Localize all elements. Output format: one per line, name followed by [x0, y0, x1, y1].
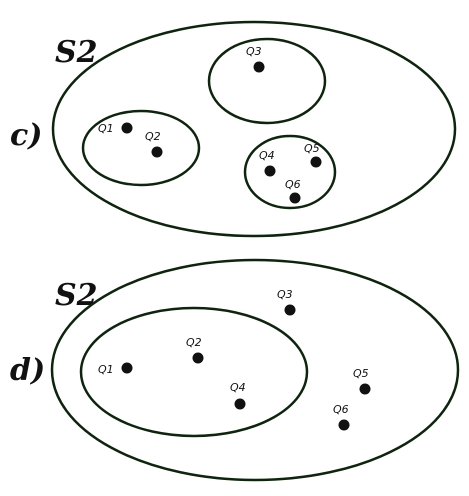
panel-d-point-q2-label: Q2 [186, 336, 202, 349]
panel-d-point-q1 [122, 363, 133, 374]
panel-c-point-q3 [254, 62, 265, 73]
panel-d [10, 260, 458, 480]
panel-d-point-q5-label: Q5 [353, 367, 369, 380]
panel-d-point-q4-label: Q4 [230, 381, 246, 394]
panel-c [10, 22, 455, 236]
panel-d-set-label: S2 [55, 278, 98, 313]
panel-c-point-q3-label: Q3 [246, 45, 262, 58]
panel-c-point-q2 [152, 147, 163, 158]
panel-c-point-q1-label: Q1 [98, 122, 114, 135]
panel-c-point-q6-label: Q6 [285, 178, 301, 191]
panel-c-point-q6 [290, 193, 301, 204]
panel-c-point-q5-label: Q5 [304, 142, 320, 155]
panel-d-point-q3 [285, 305, 296, 316]
panel-d-point-q6 [339, 420, 350, 431]
panel-c-point-q2-label: Q2 [145, 130, 161, 143]
panel-d-point-q1-label: Q1 [98, 363, 114, 376]
panel-d-point-q6-label: Q6 [333, 403, 349, 416]
panel-d-point-q5 [360, 384, 371, 395]
panel-c-group-q3 [209, 39, 325, 123]
panel-d-label: d) [10, 353, 46, 388]
panel-c-point-q4-label: Q4 [259, 149, 275, 162]
panel-c-point-q4 [265, 166, 276, 177]
panel-c-set-label: S2 [55, 35, 98, 70]
panel-d-point-q3-label: Q3 [277, 288, 293, 301]
panel-d-point-q2 [193, 353, 204, 364]
panel-c-label: c) [10, 118, 43, 153]
panel-c-point-q5 [311, 157, 322, 168]
panel-d-point-q4 [235, 399, 246, 410]
panel-d-group-q1-q2-q4 [81, 308, 307, 436]
panel-c-point-q1 [122, 123, 133, 134]
